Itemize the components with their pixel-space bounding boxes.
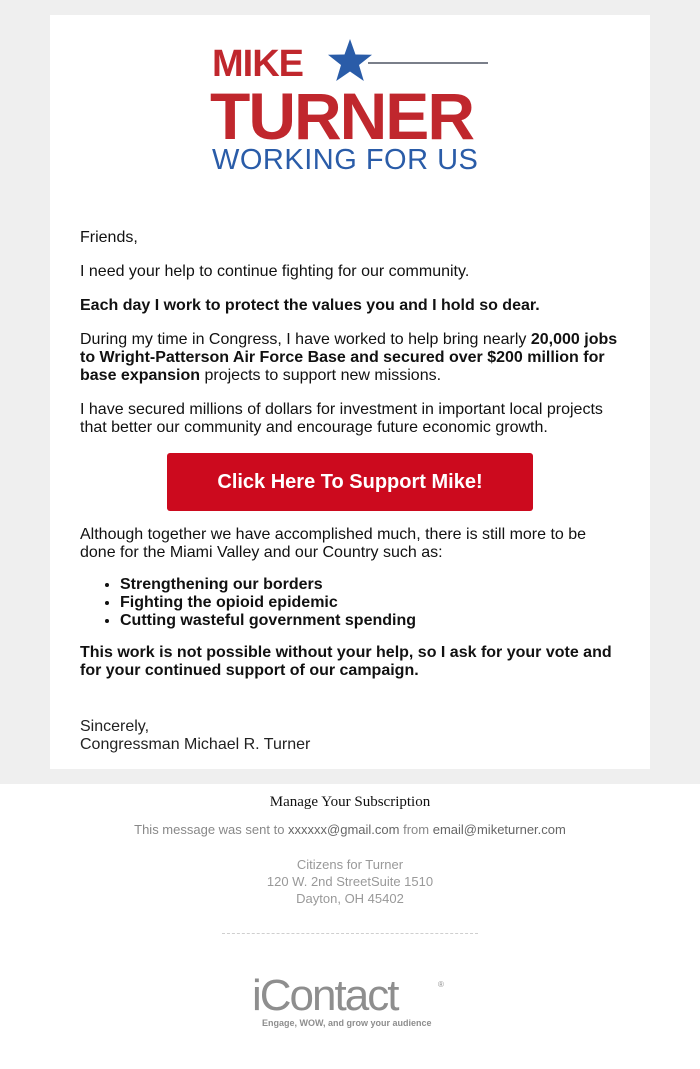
icontact-wordmark: iContact — [252, 971, 398, 1020]
greeting: Friends, — [80, 229, 138, 246]
cta-container — [167, 453, 533, 511]
logo-last-name: TURNER — [210, 79, 473, 153]
signature: Congressman Michael R. Turner — [80, 736, 311, 753]
closing — [80, 718, 620, 754]
star-icon — [327, 38, 373, 82]
list-item: • Cutting wasteful government spending — [120, 612, 625, 630]
sent-to-line: This message was sent to xxxxxx@gmail.com from email@miketurner.com — [134, 822, 566, 837]
priorities-list — [80, 576, 625, 630]
letter-body — [80, 229, 625, 453]
paragraph-2: Each day I work to protect the values you and I hold so dear. — [80, 297, 540, 314]
paragraph-4: I have secured millions of dollars for investment in important local projects that better our community and encourage future economic growth. — [80, 401, 603, 436]
icontact-tagline: Engage, WOW, and grow your audience — [262, 1018, 432, 1028]
manage-subscription-link[interactable]: Manage Your Subscription — [269, 794, 431, 810]
logo-rule — [368, 62, 488, 64]
signoff: Sincerely, — [80, 718, 150, 735]
support-mike-button[interactable]: Click Here To Support Mike! — [167, 453, 533, 511]
logo-first-name: MIKE — [212, 43, 303, 85]
recipient-email: xxxxxx@gmail.com — [288, 822, 400, 837]
campaign-logo — [212, 37, 492, 177]
city-state-zip: Dayton, OH 45402 — [296, 891, 404, 906]
paragraph-3: During my time in Congress, I have worked to help bring nearly 20,000 jobs to Wright-Patterson Air Force Base and secured over $200 million for base expansion projects to support new missions. — [80, 331, 618, 384]
paragraph-1: I need your help to continue fighting for our community. — [80, 263, 470, 280]
street-address: 120 W. 2nd StreetSuite 1510 — [266, 874, 434, 889]
list-item: • Fighting the opioid epidemic — [120, 594, 625, 612]
email-card — [50, 15, 650, 769]
paragraph-5: Although together we have accomplished much, there is still more to be done for the Miami Valley and our Country such as: — [80, 526, 587, 561]
sender-email: email@miketurner.com — [432, 822, 566, 837]
logo-tagline: WORKING FOR US — [212, 144, 479, 176]
divider — [222, 933, 478, 934]
letter-body-2 — [80, 526, 625, 680]
list-item: • Strengthening our borders — [120, 576, 625, 594]
mailing-address — [0, 856, 700, 907]
paragraph-6: This work is not possible without your help, so I ask for your vote and for your continued support of our campaign. — [80, 644, 612, 679]
org-name: Citizens for Turner — [296, 857, 404, 872]
registered-mark: ® — [438, 980, 444, 989]
icontact-logo[interactable] — [252, 971, 452, 1044]
